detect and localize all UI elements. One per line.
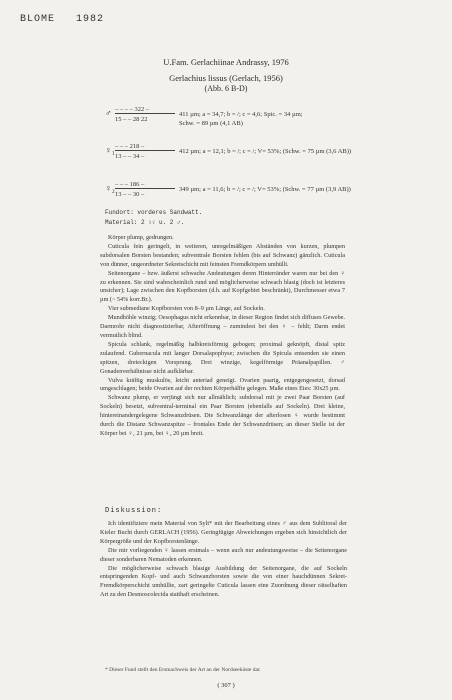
running-header bbox=[20, 14, 104, 25]
diskussion-paragraph: Ich identifiziere mein Material von Sylt* mit der Bearbeitung eines ♂ aus dem Sublitoral der Kieler Bucht durch GERLACH (1956). Geringfügige Abweichungen ergeben sich hinsichtlich der Körpergröße und der Kopfborstenlänge. bbox=[100, 520, 347, 545]
diskussion-paragraph: Die möglicherweise schwach blasige Ausbildung der Seitenorgane, die auf Sockeln entspringenden Kopf- und auch Schwanzborsten sowie die von einer hauchdünnen Sekret-Fremdkörperschicht umhüllte, zart geringelte Cuticula lassen eine Zuordnung dieser rätselhaften Art zu den Desmoscolecida statthaft erscheinen. bbox=[100, 564, 347, 599]
formula-bottom: 13 – – 30 – bbox=[115, 191, 145, 198]
species-heading: Gerlachius lissus (Gerlach, 1956) bbox=[169, 73, 283, 83]
formula-top: – – – – 322 – bbox=[115, 106, 150, 113]
body-paragraph: Spicula schlank, regelmäßig halbkreisförmig gebogen; proximal geknöpft, distal spitz zulaufend. Gubernacula mit langer Dorsalapophyse; zwischen die Spicula entsenden sie einen spitzen, dreieckigen Vorsprung. Drei winzige, kegelförmige Präanalpapillen. ♂ Gonadenverhältnisse nicht aufklärbar. bbox=[100, 340, 345, 375]
page-number: ( 307 ) bbox=[217, 682, 235, 689]
footnote: * Dieser Fund stellt den Erstnachweis der Art an der Nordseeküste dar. bbox=[105, 667, 261, 673]
diskussion-heading: Diskussion: bbox=[105, 507, 163, 515]
body-paragraph: Cuticula fein geringelt, in weiteren, unregelmäßigen Abständen von kurzen, plumpen subdorsalen Borsten bestanden; subventrale Borsten fehlen (bis auf Schwanz) gänzlich. Cuticula von dünner, ungeordneter Sekretschicht mit feinsten Fremdkörpern umhüllt. bbox=[100, 242, 345, 268]
figure-reference: (Abb. 6 B-D) bbox=[204, 84, 248, 93]
female1-symbol: ♀₁ bbox=[105, 145, 115, 155]
formula-measures: 349 µm; a = 11,6; b = /; c = /; V= 53%; (Schw. = 77 µm (3,9 AB)) bbox=[179, 186, 351, 193]
body-paragraph: Vulva kräftig muskulös, leicht anteriad geneigt. Ovarien paarig, entgegengesetzt, dorsad umgeschlagen; beide Ovarien auf der rechten Körperhälfte gelegen. Maße eines Eies: 30x25 µm. bbox=[100, 376, 345, 393]
formula-line bbox=[115, 150, 175, 151]
formula-top: – – – 218 – bbox=[115, 143, 145, 150]
fundort-line: Fundort: vorderes Sandwatt. bbox=[105, 209, 203, 216]
formula-bottom: 13 – – 34 – bbox=[115, 153, 145, 160]
body-paragraph: Körper plump, gedrungen. bbox=[108, 234, 174, 241]
body-paragraph: Schwanz plump, er verjüngt sich nur allmählich; subdorsal mit je zwei Paar Borsten (auf Sockeln) besetzt, subventral-terminal ein Paar Borsten (ebenfalls auf Sockeln). Drei kleine, hintereinandergelegene Schwanzdrüsen. Die Schwanzlänge der afterlosen ♀ wurde bestimmt durch die Distanz Schwanzspitze – frontales Ende der Schwanzdrüsen; an dieser Stelle ist der Körper bei ♀₁ 21 µm, bei ♀₂ 20 µm breit. bbox=[100, 394, 345, 437]
subfamily-heading: U.Fam. Gerlachiinae Andrassy, 1976 bbox=[163, 57, 289, 67]
header-author: BLOME bbox=[20, 14, 56, 25]
body-paragraph: Seitenorgane – bzw. äußerst schwache Andeutungen deren Hinterränder waren nur bei den ♀ zu erkennen. Sie sind wahrscheinlich rund und möglicherweise schwach blasig (doch ist letzteres unsicher); Lage zwischen den Kopfborsten (d.h. auf Kopfgebiet beschränkt), Durchmesser etwa 7 µm (~ 54% korr.Br.). bbox=[100, 269, 345, 304]
formula-measures: 411 µm; a = 34,7; b = /; c = 4,6; Spic. = 34 µm; bbox=[179, 111, 303, 118]
formula-measures: 412 µm; a = 12,1; b = /; c = /; V= 53%; (Schw. = 75 µm (3,6 AB)) bbox=[179, 148, 352, 155]
diskussion-body bbox=[100, 520, 347, 600]
body-paragraph: Vier submediane Kopfborsten von 8–9 µm Länge, auf Sockeln. bbox=[108, 305, 265, 313]
header-year: 1982 bbox=[76, 14, 105, 25]
description-body bbox=[100, 234, 345, 439]
formula-top: – – – 186 – bbox=[115, 181, 145, 188]
formula-line bbox=[115, 188, 175, 189]
formula-measures-2: Schw. = 89 µm (4,1 AB) bbox=[179, 120, 243, 127]
formula-line bbox=[115, 113, 175, 114]
formula-bottom: 15 – – 28 22 bbox=[115, 116, 148, 123]
material-line: Material: 2 ♀♀ u. 2 ♂. bbox=[105, 219, 185, 226]
material-info bbox=[105, 208, 202, 228]
female2-symbol: ♀₂ bbox=[105, 183, 115, 193]
diskussion-paragraph: Die mir vorliegenden ♀ lassen erstmals – wenn auch nur andeutungsweise – die Seitenorgane dieser sonderbaren Nematoden erkennen. bbox=[100, 546, 347, 563]
male-symbol: ♂ bbox=[105, 108, 112, 118]
body-paragraph: Mundhöhle winzig; Oesophagus nicht erkennbar, in dieser Region findet sich diffuses Gewebe. Darmrohr nicht diagnostizierbar, Afteröffnung – zumindest bei den ♀ – fehlt; Darm endet vermutlich blind. bbox=[100, 314, 345, 339]
